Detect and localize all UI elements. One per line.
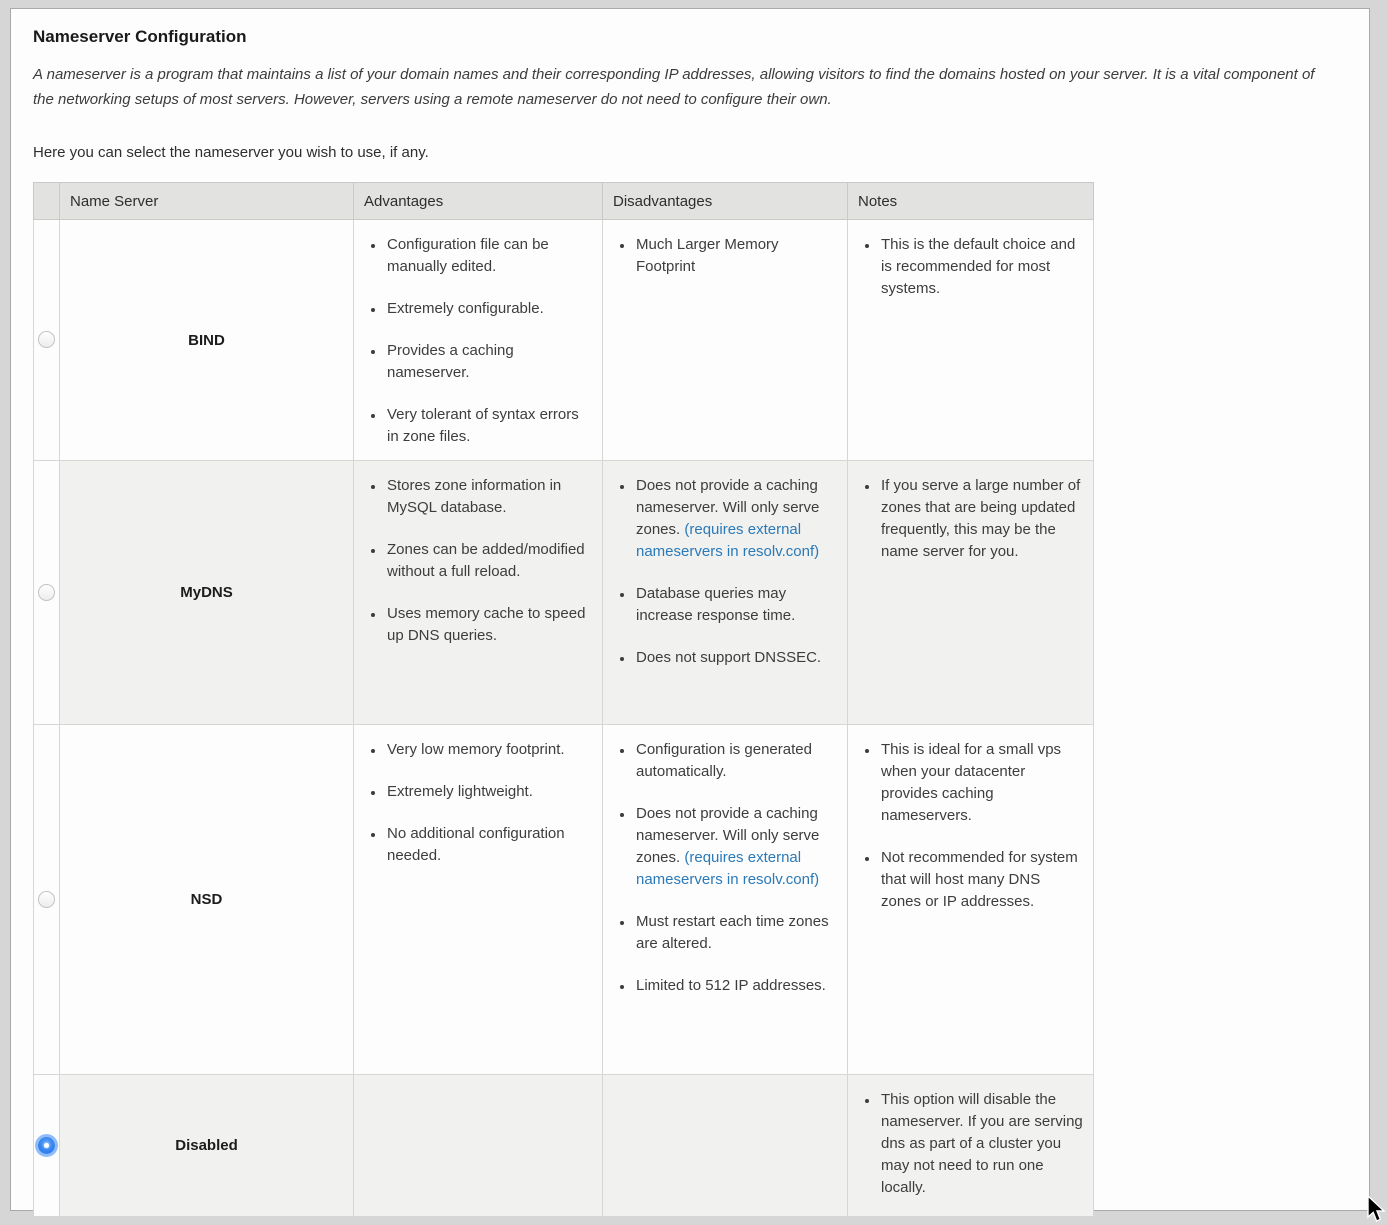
list-item: • Extremely configurable.: [385, 298, 592, 320]
page-title: Nameserver Configuration: [33, 27, 247, 46]
list-item: [634, 475, 837, 563]
list-item: • This is ideal for a small vps when your datacenter provides caching nameservers.: [879, 739, 1083, 827]
notes-list: [854, 739, 1083, 913]
list-item: • Very tolerant of syntax errors in zone files.: [385, 404, 592, 448]
table-row: [34, 1075, 1094, 1217]
notes-list: [854, 234, 1083, 300]
notes-cell: [848, 461, 1094, 725]
radio-mydns[interactable]: [38, 584, 55, 601]
nameserver-table: [33, 182, 1094, 1217]
list-item: • Very low memory footprint.: [385, 739, 592, 761]
notes-cell: [848, 1075, 1094, 1217]
list-item: • Configuration is generated automatically.: [634, 739, 837, 783]
list-item: • Much Larger Memory Footprint: [634, 234, 837, 278]
instruction-text: Here you can select the nameserver you wish to use, if any.: [33, 144, 429, 161]
advantages-cell: [354, 725, 603, 1075]
list-item: • Zones can be added/modified without a full reload.: [385, 539, 592, 583]
radio-column-header: [34, 183, 60, 220]
nameserver-name: MyDNS: [60, 461, 354, 725]
column-header-name-server: Name Server: [60, 183, 354, 220]
intro-text: A nameserver is a program that maintains a list of your domain names and their corresponding IP addresses, allowing visitors to find the domains hosted on your server. It is a vital component of the networking setups of most servers. However, servers using a remote nameserver do not need to configure their own.: [33, 66, 1315, 108]
list-item: • Uses memory cache to speed up DNS queries.: [385, 603, 592, 647]
advantages-list: [360, 234, 592, 448]
advantages-cell: [354, 461, 603, 725]
disadvantages-list: [609, 739, 837, 997]
table-row: [34, 725, 1094, 1075]
list-item: • Extremely lightweight.: [385, 781, 592, 803]
list-item: • Provides a caching nameserver.: [385, 340, 592, 384]
disadvantages-cell: [603, 220, 848, 461]
list-item: • This is the default choice and is recommended for most systems.: [879, 234, 1083, 300]
list-item: • Configuration file can be manually edited.: [385, 234, 592, 278]
list-item: • Does not support DNSSEC.: [634, 647, 837, 669]
column-header-disadvantages: Disadvantages: [603, 183, 848, 220]
list-item: • No additional configuration needed.: [385, 823, 592, 867]
nameserver-config-panel: [10, 8, 1370, 1211]
radio-cell: [34, 461, 60, 725]
list-item-text: Does not provide a caching nameserver. Will only serve zones.: [636, 477, 820, 538]
radio-bind[interactable]: [38, 331, 55, 348]
link-requires-external-nameservers[interactable]: (requires external nameservers in resolv.conf): [636, 849, 820, 888]
notes-cell: [848, 220, 1094, 461]
list-item: [634, 803, 837, 891]
list-item: • If you serve a large number of zones that are being updated frequently, this may be the name server for you.: [879, 475, 1083, 563]
list-item: • This option will disable the nameserver. If you are serving dns as part of a cluster you may not need to run one locally.: [879, 1089, 1083, 1199]
list-item: • Database queries may increase response time.: [634, 583, 837, 627]
disadvantages-cell: [603, 461, 848, 725]
notes-list: [854, 475, 1083, 563]
advantages-list: [360, 475, 592, 647]
link-requires-external-nameservers[interactable]: (requires external nameservers in resolv.conf): [636, 521, 820, 560]
list-item: • Stores zone information in MySQL database.: [385, 475, 592, 519]
list-item: • Not recommended for system that will host many DNS zones or IP addresses.: [879, 847, 1083, 913]
radio-nsd[interactable]: [38, 891, 55, 908]
table-header: [34, 183, 1094, 220]
notes-cell: [848, 725, 1094, 1075]
disadvantages-list: [609, 234, 837, 278]
radio-cell: [34, 725, 60, 1075]
table-row: [34, 461, 1094, 725]
advantages-cell: [354, 220, 603, 461]
table-header-row: [34, 183, 1094, 220]
table-row: [34, 220, 1094, 461]
disadvantages-cell: [603, 1075, 848, 1217]
list-item: • Must restart each time zones are altered.: [634, 911, 837, 955]
column-header-advantages: Advantages: [354, 183, 603, 220]
radio-dot: [44, 1143, 49, 1148]
nameserver-name: Disabled: [60, 1075, 354, 1217]
radio-disabled[interactable]: [38, 1137, 55, 1154]
disadvantages-cell: [603, 725, 848, 1075]
notes-list: [854, 1089, 1083, 1199]
list-item: • Limited to 512 IP addresses.: [634, 975, 837, 997]
column-header-notes: Notes: [848, 183, 1094, 220]
disadvantages-list: [609, 475, 837, 669]
advantages-list: [360, 739, 592, 867]
nameserver-name: NSD: [60, 725, 354, 1075]
nameserver-name: BIND: [60, 220, 354, 461]
advantages-cell: [354, 1075, 603, 1217]
table-body: [34, 220, 1094, 1217]
list-item-text: Does not provide a caching nameserver. Will only serve zones.: [636, 805, 820, 866]
radio-cell: [34, 220, 60, 461]
radio-cell: [34, 1075, 60, 1217]
